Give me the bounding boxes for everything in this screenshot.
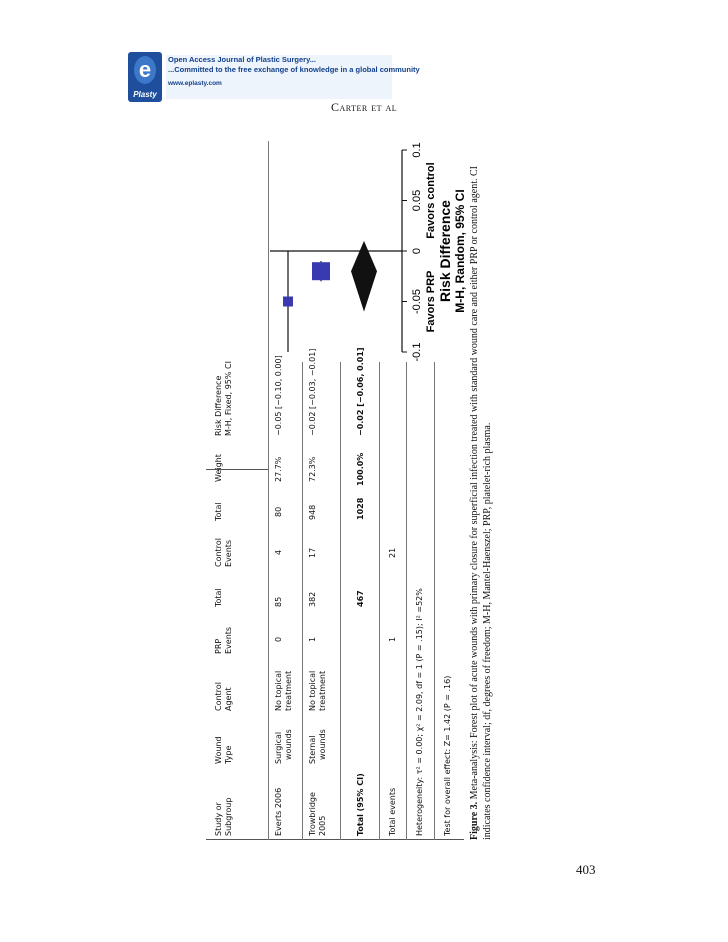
x-tick-label: 0.05 — [411, 189, 423, 212]
row1-control-1: No topical — [274, 670, 283, 711]
row1-ctrl-total: 80 — [274, 506, 283, 517]
header-rd-2: M-H, Fixed, 95% CI — [224, 361, 233, 436]
header-wound-1: Wound — [214, 736, 223, 764]
forest-plot-svg — [206, 140, 467, 840]
total-events-ctrl: 21 — [388, 547, 397, 558]
header-weight: Weight — [214, 454, 223, 482]
total-prp: 467 — [356, 590, 365, 607]
total-events-label: Total events — [388, 787, 397, 836]
overall-effect-text: Test for overall effect: Z= 1.42 (P = .16) — [443, 675, 452, 836]
header-ctrl-1: Control — [214, 538, 223, 567]
row2-control-2: treatment — [318, 670, 327, 711]
header-study-1: Study or — [214, 802, 223, 836]
eplasty-logo-icon — [128, 52, 162, 102]
row2-wound-1: Sternal — [308, 735, 317, 764]
row1-study: Everts 2006 — [274, 787, 283, 836]
page-number: 403 — [576, 862, 596, 877]
logo-line1: Open Access Journal of Plastic Surgery... — [168, 55, 316, 64]
header-study-2: Subgroup — [224, 797, 233, 836]
header-ctrl-2: Events — [224, 539, 233, 567]
total-ctrl: 1028 — [356, 497, 365, 520]
header-prp-2: Events — [224, 626, 233, 654]
running-header: Carter et al — [331, 100, 398, 114]
header-wound-2: Type — [224, 745, 233, 764]
header-rd-1: Risk Difference — [214, 375, 223, 436]
heterogeneity-text: Heterogeneity: τ² = 0.00; χ² = 2.09, df = 1 (P = .15); I² =52% — [415, 588, 424, 836]
caption-text: Meta-analysis: Forest plot of acute wounds with primary closure for superficial infection treated with standard wound care and either PRP or control agent. CI indicates confidence interval; df, degrees of freedom; M-H, Mantel-Haenszel; PRP, platelet-rich plasma. — [469, 166, 493, 840]
favors-left-label: Favors PRP — [425, 270, 437, 333]
row1-ctrl-events: 4 — [274, 549, 283, 555]
row1-prp-total: 85 — [274, 596, 283, 607]
study-marker — [312, 262, 330, 280]
rotated-figure-block — [206, 140, 506, 840]
total-label: Total (95% CI) — [356, 773, 365, 836]
row2-control-1: No topical — [308, 670, 317, 711]
heterogeneity-rule — [434, 362, 435, 840]
logo-line2: ...Committed to the free exchange of knowledge in a global community — [168, 65, 420, 74]
header-control-2: Agent — [224, 687, 233, 711]
logo-badge-word: Plasty — [133, 90, 157, 99]
header-control-1: Control — [214, 682, 223, 711]
header-bottom-rule — [268, 141, 269, 840]
row2-prp-events: 1 — [308, 636, 317, 642]
header-ctrl-total: Total — [214, 502, 223, 521]
forest-plot-figure — [206, 140, 467, 840]
logo-text-block — [166, 55, 420, 99]
row2-ctrl-events: 17 — [308, 547, 317, 558]
row2-weight: 72.3% — [308, 456, 317, 482]
row1-wound-2: wounds — [284, 729, 293, 760]
x-tick-label: -0.05 — [411, 288, 423, 315]
favors-right-label: Favors control — [425, 162, 437, 239]
row1-wound-1: Surgical — [274, 731, 283, 764]
row2-prp-total: 382 — [308, 591, 317, 607]
row1-rd: −0.05 [−0.10, 0.00] — [274, 355, 283, 436]
caption-label: Figure 3. — [469, 801, 480, 840]
logo-badge-letter: e — [134, 56, 156, 84]
total-events-prp: 1 — [388, 636, 397, 642]
events-rule — [406, 362, 407, 840]
chart-subtitle: M-H, Random, 95% CI — [453, 189, 467, 313]
journal-logo — [128, 52, 420, 102]
x-tick-label: 0 — [411, 247, 423, 255]
header-prp-total: Total — [214, 588, 223, 607]
row1-rule — [302, 362, 303, 840]
total-weight: 100.0% — [356, 452, 365, 486]
row2-rd: −0.02 [−0.03, −0.01] — [308, 348, 317, 436]
table-left-border — [206, 839, 464, 840]
row2-study-2: 2005 — [318, 815, 327, 836]
row1-prp-events: 0 — [274, 636, 283, 642]
row1-weight: 27.7% — [274, 456, 283, 482]
x-tick-label: -0.1 — [411, 342, 423, 362]
study-marker — [283, 297, 293, 307]
row2-ctrl-total: 948 — [308, 504, 317, 520]
figure-caption — [468, 140, 494, 840]
chart-title: Risk Difference — [437, 200, 453, 302]
total-rule — [379, 362, 380, 840]
row2-wound-2: wounds — [318, 729, 327, 760]
x-tick-label: 0.1 — [411, 142, 423, 158]
logo-url: www.eplasty.com — [168, 80, 222, 87]
total-rd: −0.02 [−0.06, 0.01] — [356, 347, 365, 436]
row1-control-2: treatment — [284, 670, 293, 711]
header-prp-1: PRP — [214, 638, 223, 654]
row2-study-1: Trowbridge — [308, 792, 317, 836]
row2-rule — [340, 362, 341, 840]
